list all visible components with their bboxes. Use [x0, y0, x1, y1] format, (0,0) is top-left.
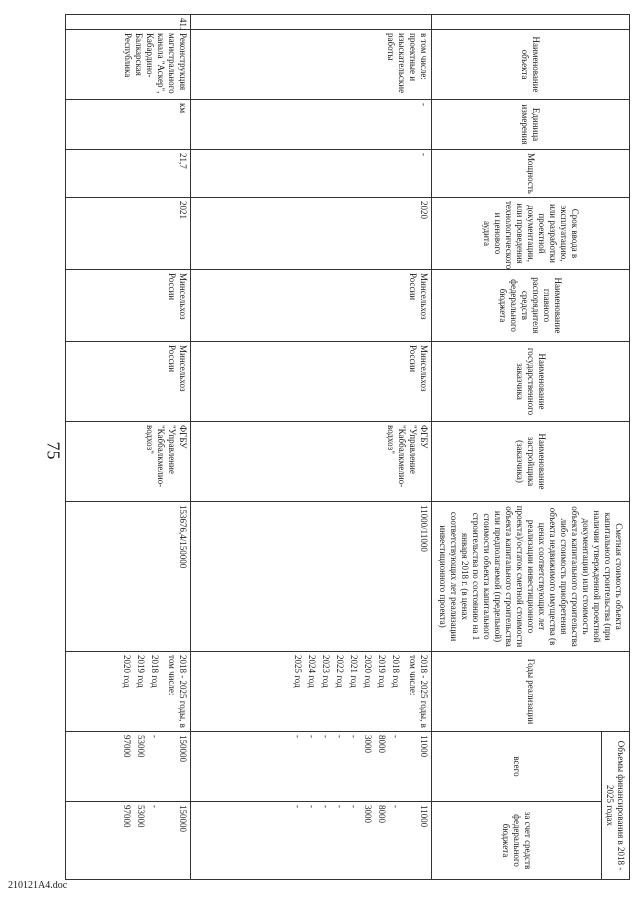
years-line: 2023 год — [321, 655, 331, 688]
row-number — [190, 15, 431, 30]
commission-cell: 2021 — [66, 198, 191, 270]
object-name: Реконструкция магистрального канала "Аскер", Кабардино-Балкарская Республика — [66, 30, 191, 100]
document-footer: 210121A4.doc — [8, 880, 68, 891]
years-line: 2024 год — [307, 655, 317, 688]
federal-line: - — [391, 805, 401, 808]
years-line: 2019 год — [377, 655, 387, 688]
years-line: 2020 год — [121, 655, 132, 688]
total-line: - — [307, 735, 317, 738]
federal-line: - — [335, 805, 345, 808]
header-federal: за счет средств федерального бюджета — [432, 802, 602, 880]
federal-line: 3000 — [363, 805, 373, 823]
federal-line: - — [149, 805, 160, 808]
federal-cell — [66, 802, 191, 880]
header-object-name: Наименование объекта — [432, 30, 630, 100]
federal-line: - — [321, 805, 331, 808]
federal-cell — [190, 802, 431, 880]
estimate-cell: 153676,4/150000 — [66, 502, 191, 652]
capacity-cell: - — [190, 150, 431, 198]
customer-cell: Минсельхоз России — [66, 342, 191, 422]
total-cell — [66, 732, 191, 802]
page-number: 75 — [43, 441, 64, 460]
row-number: 41. — [66, 15, 191, 30]
years-line: 2022 год — [335, 655, 345, 688]
years-line: 2019 год — [135, 655, 146, 688]
total-line: 97000 — [121, 735, 132, 758]
capacity-cell: 21,7 — [66, 150, 191, 198]
object-name: в том числе: проектные и изыскательские работы — [190, 30, 431, 100]
total-line: 53000 — [135, 735, 146, 758]
years-line: 2018 год — [391, 655, 401, 688]
unit-cell: - — [190, 100, 431, 150]
header-state-customer: Наименование государственного заказчика — [432, 342, 630, 422]
federal-line: - — [307, 805, 317, 808]
total-line: - — [349, 735, 359, 738]
header-num — [432, 15, 630, 30]
developer-cell: ФГБУ "Управление "Каббалкмелио-водхоз" — [66, 422, 191, 502]
header-main-distributor: Наименование главного распорядителя средств федерального бюджета — [432, 270, 630, 342]
header-financing: Объемы финансирования в 2018 - 2025 годах — [602, 732, 630, 880]
federal-line: 53000 — [135, 805, 146, 828]
federal-line: 97000 — [121, 805, 132, 828]
customer-cell: Минсельхоз России — [190, 342, 431, 422]
federal-line: - — [349, 805, 359, 808]
header-capacity: Мощность — [432, 150, 630, 198]
federal-line: 11000 — [419, 805, 429, 828]
years-cell — [66, 652, 191, 732]
federal-line: - — [293, 805, 303, 808]
total-cell — [190, 732, 431, 802]
distributor-cell: Минсельхоз России — [190, 270, 431, 342]
estimate-cell: 11000/11000 — [190, 502, 431, 652]
total-line: 11000 — [419, 735, 429, 758]
rotated-table-wrapper — [65, 14, 630, 879]
federal-line: 150000 — [177, 805, 188, 832]
total-line: - — [149, 735, 160, 738]
years-line: 2018 год — [149, 655, 160, 688]
federal-line: 8000 — [377, 805, 387, 823]
commission-cell: 2020 — [190, 198, 431, 270]
total-line: - — [321, 735, 331, 738]
header-total: всего — [432, 732, 602, 802]
header-developer: Наименование застройщика (заказчика) — [432, 422, 630, 502]
table-row — [66, 15, 191, 880]
total-line: - — [335, 735, 345, 738]
years-line: 2020 год — [363, 655, 373, 688]
years-line: 2018 - 2025 годы, в том числе: — [166, 655, 188, 728]
header-years: Годы реализации — [432, 652, 630, 732]
years-cell — [190, 652, 431, 732]
years-line: 2021 год — [349, 655, 359, 688]
distributor-cell: Минсельхоз России — [66, 270, 191, 342]
total-line: - — [293, 735, 303, 738]
unit-cell: км — [66, 100, 191, 150]
total-line: 150000 — [177, 735, 188, 762]
financing-table — [65, 14, 630, 880]
header-unit: Единица измерения — [432, 100, 630, 150]
developer-cell: ФГБУ "Управление "Каббалкмелио-водхоз" — [190, 422, 431, 502]
table-row — [190, 15, 431, 880]
total-line: 3000 — [363, 735, 373, 753]
total-line: 8000 — [377, 735, 387, 753]
years-line: 2018 - 2025 годы, в том числе: — [408, 655, 429, 728]
header-estimate-cost: Сметная стоимость объекта капитального строительства (при наличии утвержденной проектной документации) или стоимость объекта капитального строительства либо стоимость приобретения объекта недвижимого имущества (в ценах соответствующих лет реализации инвестиционного проекта)/остаток сметной стоимости объекта капитального строительства или предполагаемой (предельной) стоимости объекта капитального строительства по состоянию на 1 января 2018 г. (в ценах соответствующих лет реализации инвестиционного проекта) — [432, 502, 630, 652]
total-line: - — [391, 735, 401, 738]
header-commission-date: Срок ввода в эксплуатацию, или разработки проектной документации, или проведения технологического и ценового аудита — [432, 198, 630, 270]
years-line: 2025 год — [293, 655, 303, 688]
